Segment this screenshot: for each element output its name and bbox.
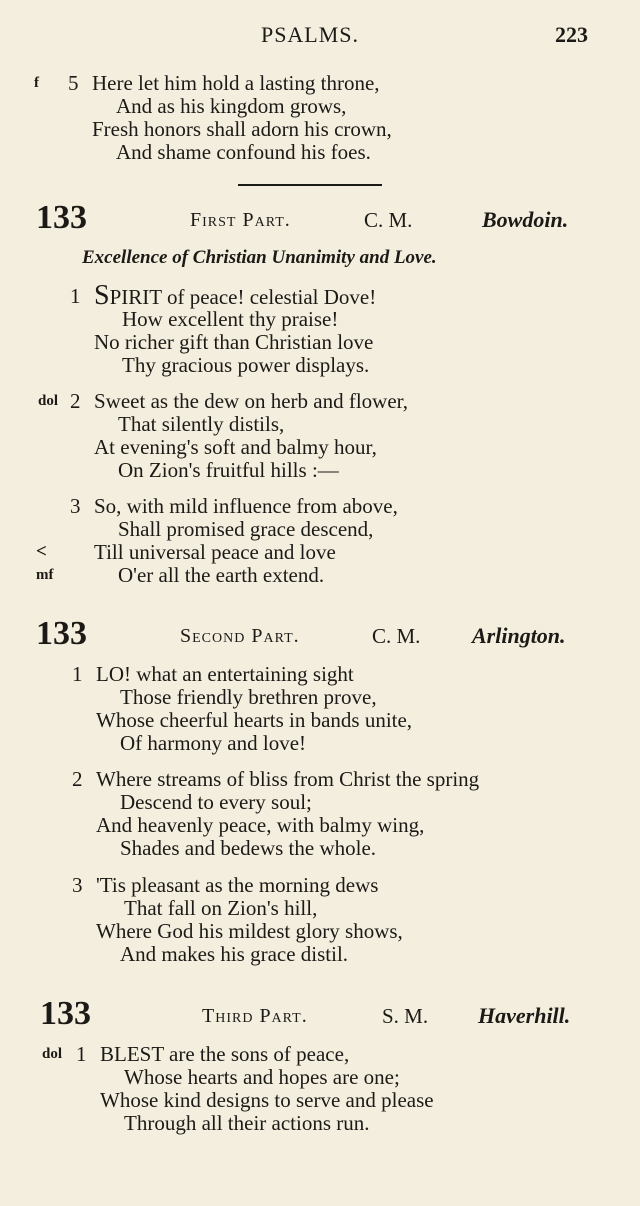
dynamics-mark: f: [34, 75, 39, 91]
hymn-number: 133: [40, 995, 91, 1032]
verse-line: Fresh honors shall adorn his crown,: [92, 117, 392, 141]
hymn-number: 133: [36, 615, 87, 652]
stanza-number: 3: [70, 494, 81, 518]
dynamics-mark: dol: [38, 393, 59, 409]
stanza-number: 1: [70, 284, 81, 308]
stanza-number: 2: [72, 767, 83, 791]
verse-line: Where streams of bliss from Christ the spring: [96, 767, 480, 791]
verse-line: 'Tis pleasant as the morning dews: [96, 873, 379, 897]
verse-line: Those friendly brethren prove,: [120, 685, 377, 709]
verse-line: Till universal peace and love: [94, 540, 336, 564]
verse-line: Where God his mildest glory shows,: [96, 919, 403, 943]
dynamics-mark: dol: [42, 1046, 63, 1062]
verse-line: And as his kingdom grows,: [116, 94, 347, 118]
verse-line: Descend to every soul;: [120, 790, 312, 814]
verse-line: BLEST are the sons of peace,: [100, 1042, 350, 1066]
hymn-meter: S. M.: [382, 1004, 429, 1028]
stanza-number: 5: [68, 71, 79, 95]
verse-line: On Zion's fruitful hills :—: [118, 458, 339, 482]
verse-line: Through all their actions run.: [124, 1111, 370, 1135]
verse-line: And heavenly peace, with balmy wing,: [96, 813, 425, 837]
tune-name: Arlington.: [472, 623, 566, 648]
hymn-part: Second Part.: [180, 625, 300, 647]
verse-line-text: PIRIT of peace! celestial Dove!: [109, 285, 377, 309]
verse-line: Sweet as the dew on herb and flower,: [94, 389, 409, 413]
verse-line: And makes his grace distil.: [120, 942, 349, 966]
verse-line: LO! what an entertaining sight: [96, 662, 354, 686]
verse-line: Shall promised grace descend,: [118, 517, 374, 541]
verse-line: Whose hearts and hopes are one;: [124, 1065, 400, 1089]
hymn-meter: C. M.: [364, 208, 413, 232]
section-divider: [238, 184, 382, 186]
hymn-meter: C. M.: [372, 624, 421, 648]
stanza-number: 3: [72, 873, 83, 897]
verse-line: At evening's soft and balmy hour,: [94, 435, 377, 459]
stanza-number: 1: [72, 662, 83, 686]
hymn-number: 133: [36, 199, 87, 236]
verse-line: O'er all the earth extend.: [118, 563, 325, 587]
verse-line: Thy gracious power displays.: [122, 353, 370, 377]
crescendo-mark: <: [36, 541, 47, 562]
verse-line: Of harmony and love!: [120, 731, 307, 755]
verse-line: No richer gift than Christian love: [94, 330, 374, 354]
verse-line: And shame confound his foes.: [116, 140, 371, 164]
stanza-number: 1: [76, 1042, 87, 1066]
verse-line: [94, 280, 377, 311]
verse-line: That fall on Zion's hill,: [124, 896, 318, 920]
running-title: PSALMS.: [260, 22, 360, 47]
drop-cap: S: [94, 280, 110, 311]
dynamics-mark: mf: [36, 567, 54, 583]
verse-line: Here let him hold a lasting throne,: [92, 71, 380, 95]
verse-line: Whose kind designs to serve and please: [100, 1088, 434, 1112]
page-number: 223: [555, 22, 588, 47]
hymn-part: Third Part.: [202, 1005, 308, 1027]
verse-line: How excellent thy praise!: [122, 307, 339, 331]
stanza-number: 2: [70, 389, 81, 413]
verse-line: Whose cheerful hearts in bands unite,: [96, 708, 413, 732]
tune-name: Haverhill.: [478, 1003, 571, 1028]
hymn-part: First Part.: [190, 209, 291, 231]
hymn-subtitle: Excellence of Christian Unanimity and Love.: [82, 247, 437, 268]
tune-name: Bowdoin.: [482, 207, 569, 232]
verse-line: Shades and bedews the whole.: [120, 836, 377, 860]
verse-line: That silently distils,: [118, 412, 285, 436]
verse-line: So, with mild influence from above,: [94, 494, 398, 518]
